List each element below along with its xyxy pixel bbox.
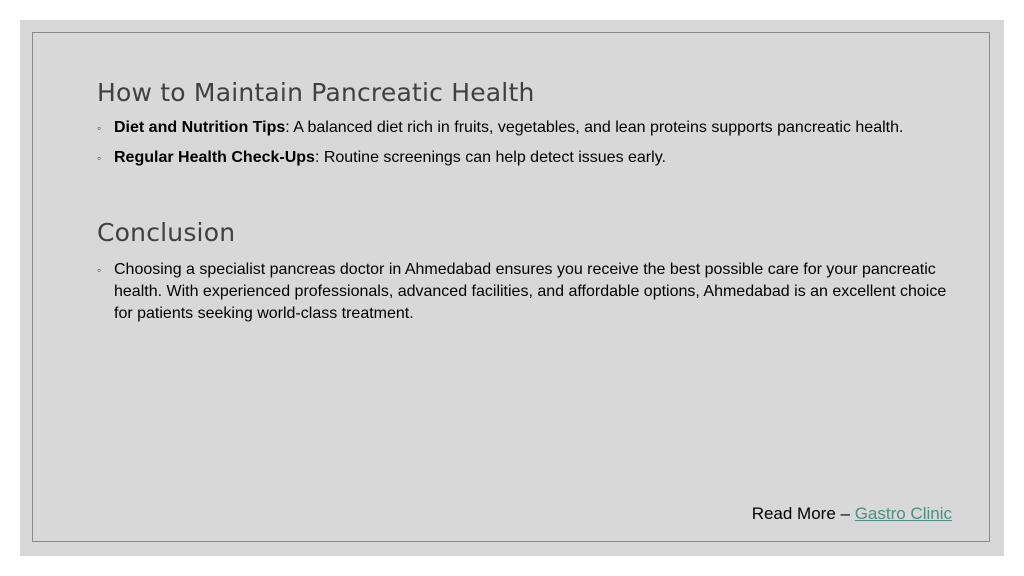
pancreatic-health-list [97, 117, 947, 177]
bullet-icon: ◦ [97, 121, 102, 135]
item-title: Diet and Nutrition Tips [114, 119, 286, 136]
item-text: : Routine screenings can help detect issues early. [314, 149, 666, 166]
list-item-checkups [97, 147, 947, 169]
read-more-prefix: Read More – [751, 504, 855, 523]
read-more [752, 504, 952, 524]
section-heading-pancreatic-health: How to Maintain Pancreatic Health [97, 78, 535, 107]
item-text: : A balanced diet rich in fruits, vegetables, and lean proteins supports pancreatic health. [285, 119, 904, 136]
slide [20, 20, 1004, 556]
list-item-diet [97, 117, 947, 139]
item-text: Choosing a specialist pancreas doctor in Ahmedabad ensures you receive the best possible care for your pancreatic health. With experienced professionals, advanced facilities, and affordable options, Ahmedabad is an excellent choice for patients seeking world-class treatment. [114, 261, 947, 322]
section-heading-conclusion: Conclusion [97, 218, 236, 247]
gastro-clinic-link[interactable]: Gastro Clinic [854, 504, 952, 523]
list-item-conclusion [97, 259, 947, 325]
bullet-icon: ◦ [97, 151, 102, 165]
conclusion-list [97, 259, 947, 333]
bullet-icon: ◦ [97, 263, 102, 277]
item-title: Regular Health Check-Ups [114, 149, 315, 166]
